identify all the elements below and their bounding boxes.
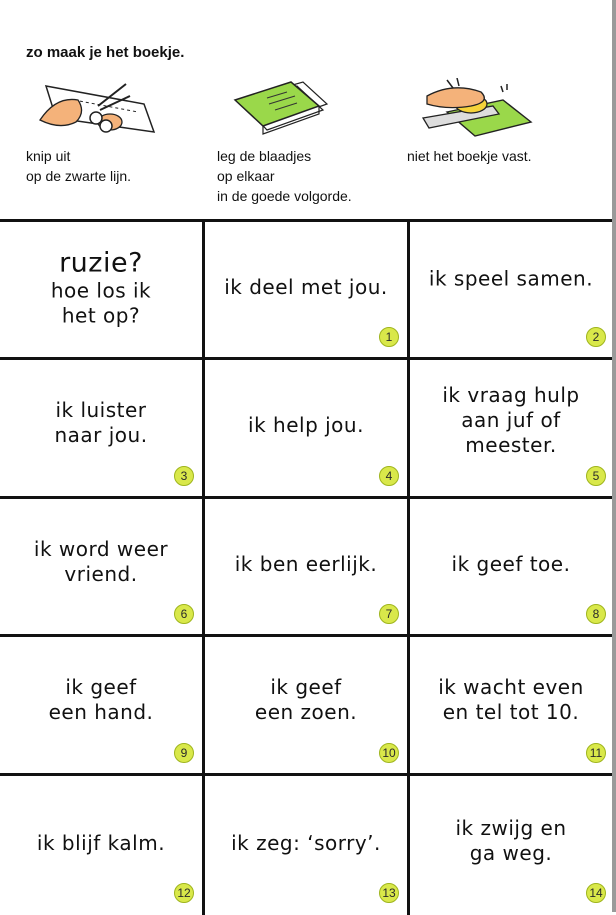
page-card xyxy=(205,776,407,915)
page-card xyxy=(205,360,407,496)
page-card xyxy=(205,637,407,773)
card-text: ik word weer xyxy=(33,536,169,561)
card-text: ik speel samen. xyxy=(428,265,594,290)
card-text: ik blijf kalm. xyxy=(36,830,166,855)
page-card xyxy=(0,776,202,915)
page-card xyxy=(205,499,407,634)
page-number-badge: 12 xyxy=(174,883,194,903)
page-card xyxy=(410,222,612,357)
card-text: ik luister xyxy=(55,398,147,422)
card-text: aan juf of xyxy=(461,408,561,432)
page-card xyxy=(410,499,612,634)
card-text: en tel tot 10. xyxy=(442,700,580,724)
card-text: ik geef xyxy=(270,675,342,699)
page-card xyxy=(0,360,202,496)
page-number-badge: 2 xyxy=(586,327,606,347)
step-staple xyxy=(407,78,537,166)
card-text: ik zeg: ‘sorry’. xyxy=(231,830,381,855)
page-number-badge: 13 xyxy=(379,883,399,903)
step-stack-line-2: op elkaar xyxy=(217,168,275,184)
card-text: ik ben eerlijk. xyxy=(234,551,378,576)
card-text: naar jou. xyxy=(54,423,148,447)
stack-of-pages-icon xyxy=(217,78,347,140)
card-text: ik deel met jou. xyxy=(224,274,388,299)
step-stack xyxy=(217,78,352,206)
card-text: vriend. xyxy=(64,561,138,586)
card-text: ik wacht even xyxy=(438,675,584,699)
page-card xyxy=(410,776,612,915)
page-card xyxy=(0,499,202,634)
scissors-icon xyxy=(26,78,156,140)
page-number-badge: 11 xyxy=(586,743,606,763)
instructions-title: zo maak je het boekje. xyxy=(26,44,185,61)
step-cut xyxy=(26,78,156,186)
step-cut-line-1: knip uit xyxy=(26,148,71,164)
page-number-badge: 4 xyxy=(379,466,399,486)
card-text: een hand. xyxy=(48,700,154,724)
page-number-badge: 5 xyxy=(586,466,606,486)
step-cut-line-2: op de zwarte lijn. xyxy=(26,168,132,184)
page-number-badge: 10 xyxy=(379,743,399,763)
card-text: ik vraag hulp xyxy=(442,383,580,407)
card-text: ik geef xyxy=(65,675,137,699)
page-number-badge: 6 xyxy=(174,604,194,624)
card-text: een zoen. xyxy=(254,700,358,724)
step-staple-line-1: niet het boekje vast. xyxy=(407,148,532,164)
page-card xyxy=(410,360,612,496)
step-stack-line-1: leg de blaadjes xyxy=(217,148,312,164)
page-number-badge: 3 xyxy=(174,466,194,486)
card-text: ik geef toe. xyxy=(451,551,571,576)
page-edge xyxy=(612,0,616,912)
step-stack-line-3: in de goede volgorde. xyxy=(217,188,352,204)
cover-line: het op? xyxy=(61,302,141,327)
cover-title: ruzie? xyxy=(59,246,143,278)
page-card xyxy=(0,637,202,773)
page-number-badge: 14 xyxy=(586,883,606,903)
card-text: ga weg. xyxy=(469,840,553,865)
cover-card xyxy=(0,222,202,357)
card-text: ik help jou. xyxy=(248,413,364,437)
stapler-icon xyxy=(407,78,537,140)
card-text: ik zwijg en xyxy=(455,815,567,840)
page-number-badge: 8 xyxy=(586,604,606,624)
cover-line: hoe los ik xyxy=(50,277,152,302)
page-number-badge: 7 xyxy=(379,604,399,624)
page-number-badge: 1 xyxy=(379,327,399,347)
card-grid xyxy=(0,219,612,912)
page-number-badge: 9 xyxy=(174,743,194,763)
page-card xyxy=(205,222,407,357)
card-text: meester. xyxy=(465,433,557,457)
page-card xyxy=(410,637,612,773)
